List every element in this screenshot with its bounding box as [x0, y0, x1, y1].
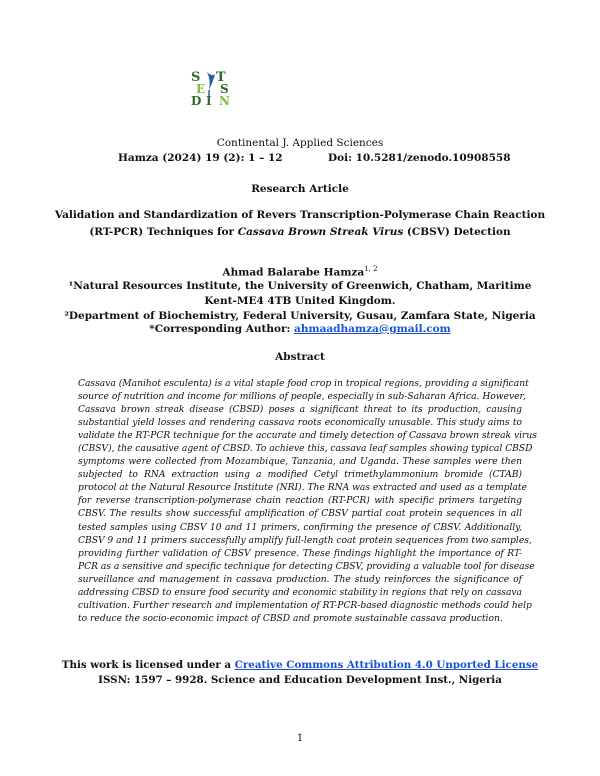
logo-letter-s2: S [220, 82, 229, 96]
email-link[interactable]: ahmaadhamza@gmail.com [294, 323, 451, 335]
affiliation-1-line-1: ¹Natural Resources Institute, the University of Greenwich, Chatham, Maritime [68, 280, 532, 292]
logo-letter-s1: S [191, 70, 201, 85]
affiliation-2: ²Department of Biochemistry, Federal University, Gusau, Zamfara State, Nigeria [64, 310, 536, 322]
license-link[interactable]: Creative Commons Attribution 4.0 Unported License [234, 659, 539, 671]
abstract-line: tested samples using CBSV 10 and 11 primers, confirming the presence of CBSV. Additionally, [78, 522, 522, 533]
abstract-line: substantial yield losses and rendering cassava roots economically unusable. This study aims to [78, 418, 522, 429]
abstract-text [78, 378, 537, 626]
paper-title [40, 207, 560, 241]
logo-letter-d: D [191, 94, 202, 106]
doi: Doi: 10.5281/zenodo.10908558 [328, 152, 511, 164]
logo-leaf-icon [207, 72, 215, 90]
abstract-line: (CBSV), the causative agent of CBSD. To achieve this, cassava leaf samples showing typical CBSD [78, 444, 533, 455]
title-line-1: Validation and Standardization of Revers Transcription-Polymerase Chain Reaction [54, 209, 546, 221]
title-line-2-end: (CBSV) Detection [403, 226, 511, 238]
abstract-line: cultivation. Further research and implementation of RT-PCR-based diagnostic methods could help [78, 600, 532, 611]
corresponding-author [40, 322, 560, 337]
citation-reference: Hamza (2024) 19 (2): 1 – 12 [118, 152, 283, 164]
author [0, 265, 600, 279]
logo-letter-t: T [216, 70, 226, 85]
logo-letter-i: I [206, 94, 212, 106]
affiliation-1-line-2: Kent-ME4 4TB United Kingdom. [204, 295, 396, 307]
abstract-line: surveillance and management in cassava production. The study reinforces the significance of [78, 574, 522, 585]
abstract-line: to reduce the socio-economic impact of CBSD and promote sustainable cassava production. [78, 613, 503, 624]
corresponding-label: *Corresponding Author: [149, 323, 295, 335]
abstract-line: subjected to RNA extraction using a modified Cetyl trimethylammonium bromide (CTAB) [78, 470, 522, 481]
abstract-line: Cassava (Manihot esculenta) is a vital staple food crop in tropical regions, providing a significant [78, 379, 529, 389]
abstract-line: CBSV. The results show successful amplification of CBSV partial coat protein sequences in all [78, 509, 522, 520]
logo-letter-e: E [196, 82, 206, 96]
author-name: Ahmad Balarabe Hamza [222, 266, 365, 279]
abstract-line: addressing CBSD to ensure food security and economic stability in regions that rely on cassava [78, 587, 522, 598]
author-affiliation-marks: 1, 2 [364, 265, 378, 273]
journal-name: Continental J. Applied Sciences [216, 137, 384, 149]
issn-line: ISSN: 1597 – 9928. Science and Education Development Inst., Nigeria [98, 674, 502, 686]
abstract-heading: Abstract [275, 351, 325, 363]
abstract-line: providing further validation of CBSV presence. These findings highlight the importance of RT- [78, 548, 522, 559]
citation-line [118, 152, 518, 164]
license-statement [0, 659, 600, 671]
journal-logo [189, 68, 241, 106]
virus-name: Cassava Brown Streak Virus [237, 226, 404, 238]
title-line-2-start: (RT-PCR) Techniques for [89, 226, 238, 238]
abstract-line: Cassava brown streak disease (CBSD) poses a significant threat to its production, causing [78, 405, 522, 416]
abstract-line: protocol at the Natural Resource Institute (NRI). The RNA was extracted and used as a template [78, 483, 527, 494]
page-number: 1 [296, 733, 304, 744]
article-type: Research Article [251, 183, 349, 195]
logo-letter-n: N [219, 94, 230, 106]
abstract-line: PCR as a sensitive and specific technique for detecting CBSV, providing a valuable tool for disease [78, 561, 535, 572]
license-prefix: This work is licensed under a [61, 659, 235, 671]
abstract-line: CBSV 9 and 11 primers successfully amplify full-length coat protein sequences from two samples, [78, 535, 532, 546]
abstract-line: for reverse transcription-polymerase chain reaction (RT-PCR) with specific primers targeting [78, 496, 522, 507]
abstract-line: symptoms were collected from Mozambique, Tanzania, and Uganda. These samples were then [78, 457, 522, 468]
title-line-2 [40, 224, 560, 241]
abstract-line: source of nutrition and income for millions of people, especially in sub-Saharan Africa. However, [78, 392, 526, 403]
abstract-line: validate the RT-PCR technique for the accurate and timely detection of Cassava brown streak virus [78, 431, 537, 442]
